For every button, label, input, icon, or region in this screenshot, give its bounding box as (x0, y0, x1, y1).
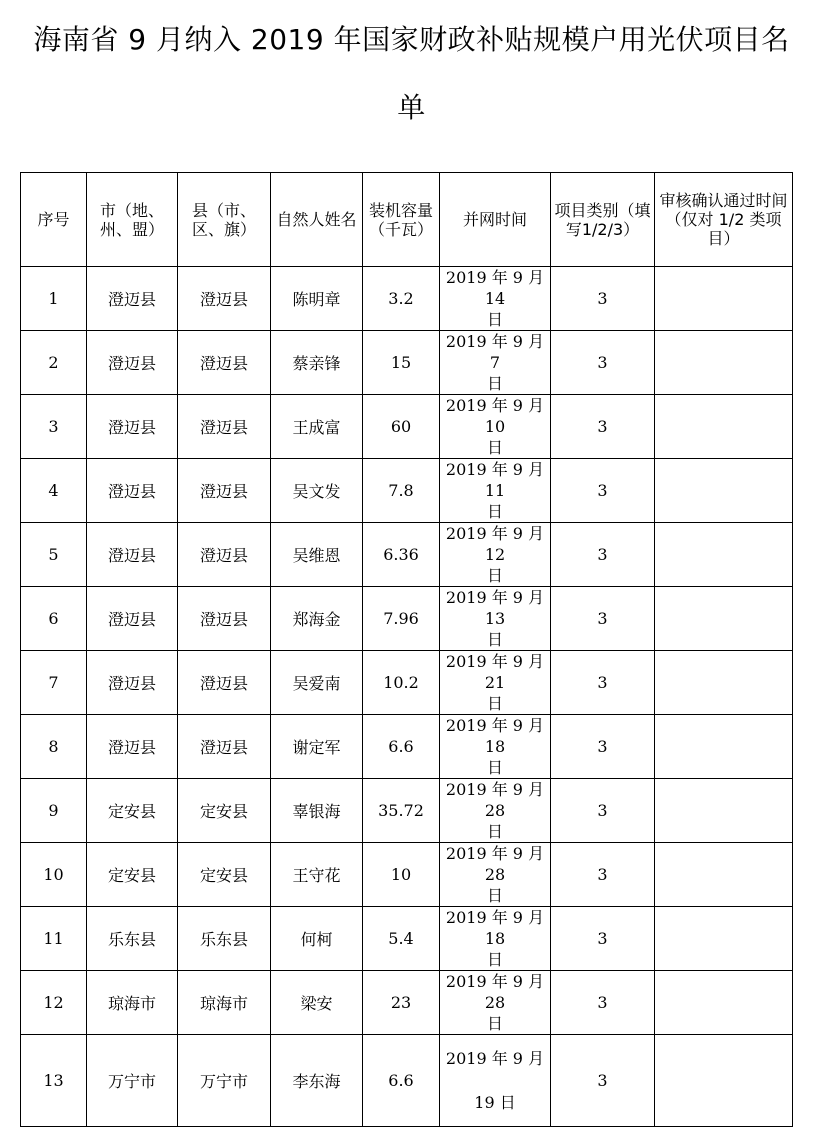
grid-date-cell (440, 651, 551, 715)
row-number: 3 (21, 395, 87, 459)
date-line2: 日 (486, 1014, 503, 1033)
table-row (21, 459, 793, 523)
review-date-cell (655, 971, 793, 1035)
date-line2: 日 (486, 758, 503, 777)
date-line1: 2019 年 9 月 18 (445, 716, 545, 756)
date-line1: 2019 年 9 月 7 (445, 332, 545, 372)
capacity-cell: 10.2 (363, 651, 440, 715)
table-row (21, 907, 793, 971)
capacity-cell: 7.96 (363, 587, 440, 651)
date-line1: 2019 年 9 月 28 (445, 780, 545, 820)
date-line1: 2019 年 9 月 18 (445, 908, 545, 948)
capacity-cell: 23 (363, 971, 440, 1035)
county-cell: 澄迈县 (178, 395, 271, 459)
header-cell: 市（地、州、盟） (87, 173, 178, 267)
category-cell: 3 (551, 587, 655, 651)
person-name-cell: 何柯 (271, 907, 363, 971)
county-cell: 定安县 (178, 779, 271, 843)
date-line1: 2019 年 9 月 10 (445, 396, 545, 436)
city-cell: 万宁市 (87, 1035, 178, 1127)
category-cell: 3 (551, 523, 655, 587)
capacity-cell: 3.2 (363, 267, 440, 331)
row-number: 7 (21, 651, 87, 715)
person-name-cell: 蔡亲锋 (271, 331, 363, 395)
table-row (21, 331, 793, 395)
grid-date-cell (440, 971, 551, 1035)
capacity-cell: 6.6 (363, 1035, 440, 1127)
table-row (21, 587, 793, 651)
city-cell: 澄迈县 (87, 395, 178, 459)
table-row (21, 1035, 793, 1127)
date-line1: 2019 年 9 月 (445, 1048, 545, 1068)
county-cell: 澄迈县 (178, 459, 271, 523)
category-cell: 3 (551, 395, 655, 459)
row-number: 12 (21, 971, 87, 1035)
category-cell: 3 (551, 459, 655, 523)
table-row (21, 971, 793, 1035)
date-line2: 日 (486, 566, 503, 585)
category-cell: 3 (551, 267, 655, 331)
person-name-cell: 陈明章 (271, 267, 363, 331)
review-date-cell (655, 843, 793, 907)
grid-date-cell (440, 779, 551, 843)
date-line2: 日 (486, 374, 503, 393)
table-row (21, 843, 793, 907)
row-number: 2 (21, 331, 87, 395)
review-date-cell (655, 523, 793, 587)
category-cell: 3 (551, 1035, 655, 1127)
header-cell: 自然人姓名 (271, 173, 363, 267)
city-cell: 乐东县 (87, 907, 178, 971)
category-cell: 3 (551, 715, 655, 779)
category-cell: 3 (551, 779, 655, 843)
header-cell: 装机容量（千瓦） (363, 173, 440, 267)
grid-date-cell (440, 331, 551, 395)
person-name-cell: 李东海 (271, 1035, 363, 1127)
date-line1: 2019 年 9 月 13 (445, 588, 545, 628)
review-date-cell (655, 587, 793, 651)
city-cell: 澄迈县 (87, 331, 178, 395)
row-number: 10 (21, 843, 87, 907)
person-name-cell: 郑海金 (271, 587, 363, 651)
grid-date-cell (440, 715, 551, 779)
row-number: 6 (21, 587, 87, 651)
county-cell: 澄迈县 (178, 523, 271, 587)
capacity-cell: 35.72 (363, 779, 440, 843)
city-cell: 澄迈县 (87, 587, 178, 651)
county-cell: 定安县 (178, 843, 271, 907)
city-cell: 定安县 (87, 779, 178, 843)
row-number: 11 (21, 907, 87, 971)
date-line1: 2019 年 9 月 21 (445, 652, 545, 692)
table-row (21, 523, 793, 587)
review-date-cell (655, 1035, 793, 1127)
person-name-cell: 王成富 (271, 395, 363, 459)
grid-date-cell (440, 459, 551, 523)
city-cell: 澄迈县 (87, 715, 178, 779)
review-date-cell (655, 715, 793, 779)
county-cell: 澄迈县 (178, 587, 271, 651)
county-cell: 琼海市 (178, 971, 271, 1035)
county-cell: 乐东县 (178, 907, 271, 971)
date-line2: 日 (486, 950, 503, 969)
city-cell: 琼海市 (87, 971, 178, 1035)
review-date-cell (655, 267, 793, 331)
capacity-cell: 6.36 (363, 523, 440, 587)
review-date-cell (655, 779, 793, 843)
date-line1: 2019 年 9 月 28 (445, 972, 545, 1012)
date-line2: 日 (486, 886, 503, 905)
date-line2: 19 日 (474, 1092, 516, 1112)
header-cell: 审核确认通过时间（仅对 1/2 类项目） (655, 173, 793, 267)
category-cell: 3 (551, 843, 655, 907)
capacity-cell: 5.4 (363, 907, 440, 971)
date-line2: 日 (486, 694, 503, 713)
date-line2: 日 (486, 502, 503, 521)
capacity-cell: 7.8 (363, 459, 440, 523)
capacity-cell: 10 (363, 843, 440, 907)
city-cell: 澄迈县 (87, 459, 178, 523)
person-name-cell: 吴文发 (271, 459, 363, 523)
table-row (21, 715, 793, 779)
person-name-cell: 辜银海 (271, 779, 363, 843)
person-name-cell: 吴维恩 (271, 523, 363, 587)
row-number: 1 (21, 267, 87, 331)
city-cell: 澄迈县 (87, 651, 178, 715)
header-cell: 县（市、区、旗） (178, 173, 271, 267)
document-title-line2: 单 (397, 91, 426, 124)
date-line1: 2019 年 9 月 14 (445, 268, 545, 308)
county-cell: 澄迈县 (178, 651, 271, 715)
person-name-cell: 吴爱南 (271, 651, 363, 715)
row-number: 4 (21, 459, 87, 523)
date-line2: 日 (486, 438, 503, 457)
review-date-cell (655, 331, 793, 395)
person-name-cell: 梁安 (271, 971, 363, 1035)
row-number: 8 (21, 715, 87, 779)
table-header-row (21, 173, 793, 267)
header-cell: 序号 (21, 173, 87, 267)
grid-date-cell (440, 267, 551, 331)
grid-date-cell (440, 1035, 551, 1127)
capacity-cell: 15 (363, 331, 440, 395)
table-row (21, 395, 793, 459)
city-cell: 澄迈县 (87, 267, 178, 331)
grid-date-cell (440, 587, 551, 651)
date-line2: 日 (486, 822, 503, 841)
date-line1: 2019 年 9 月 11 (445, 460, 545, 500)
review-date-cell (655, 907, 793, 971)
table-row (21, 651, 793, 715)
category-cell: 3 (551, 907, 655, 971)
table-row (21, 267, 793, 331)
date-line2: 日 (486, 310, 503, 329)
county-cell: 万宁市 (178, 1035, 271, 1127)
capacity-cell: 60 (363, 395, 440, 459)
table-row (21, 779, 793, 843)
county-cell: 澄迈县 (178, 715, 271, 779)
capacity-cell: 6.6 (363, 715, 440, 779)
city-cell: 澄迈县 (87, 523, 178, 587)
county-cell: 澄迈县 (178, 267, 271, 331)
row-number: 5 (21, 523, 87, 587)
row-number: 9 (21, 779, 87, 843)
grid-date-cell (440, 523, 551, 587)
county-cell: 澄迈县 (178, 331, 271, 395)
document-title-line1: 海南省 9 月纳入 2019 年国家财政补贴规模户用光伏项目名 (33, 23, 790, 56)
category-cell: 3 (551, 331, 655, 395)
grid-date-cell (440, 395, 551, 459)
date-line1: 2019 年 9 月 28 (445, 844, 545, 884)
review-date-cell (655, 651, 793, 715)
header-cell: 并网时间 (440, 173, 551, 267)
grid-date-cell (440, 907, 551, 971)
city-cell: 定安县 (87, 843, 178, 907)
date-line2: 日 (486, 630, 503, 649)
date-line1: 2019 年 9 月 12 (445, 524, 545, 564)
grid-date-cell (440, 843, 551, 907)
review-date-cell (655, 395, 793, 459)
review-date-cell (655, 459, 793, 523)
header-cell: 项目类别（填写1/2/3） (551, 173, 655, 267)
category-cell: 3 (551, 971, 655, 1035)
row-number: 13 (21, 1035, 87, 1127)
project-table (20, 172, 793, 1127)
person-name-cell: 谢定军 (271, 715, 363, 779)
person-name-cell: 王守花 (271, 843, 363, 907)
category-cell: 3 (551, 651, 655, 715)
